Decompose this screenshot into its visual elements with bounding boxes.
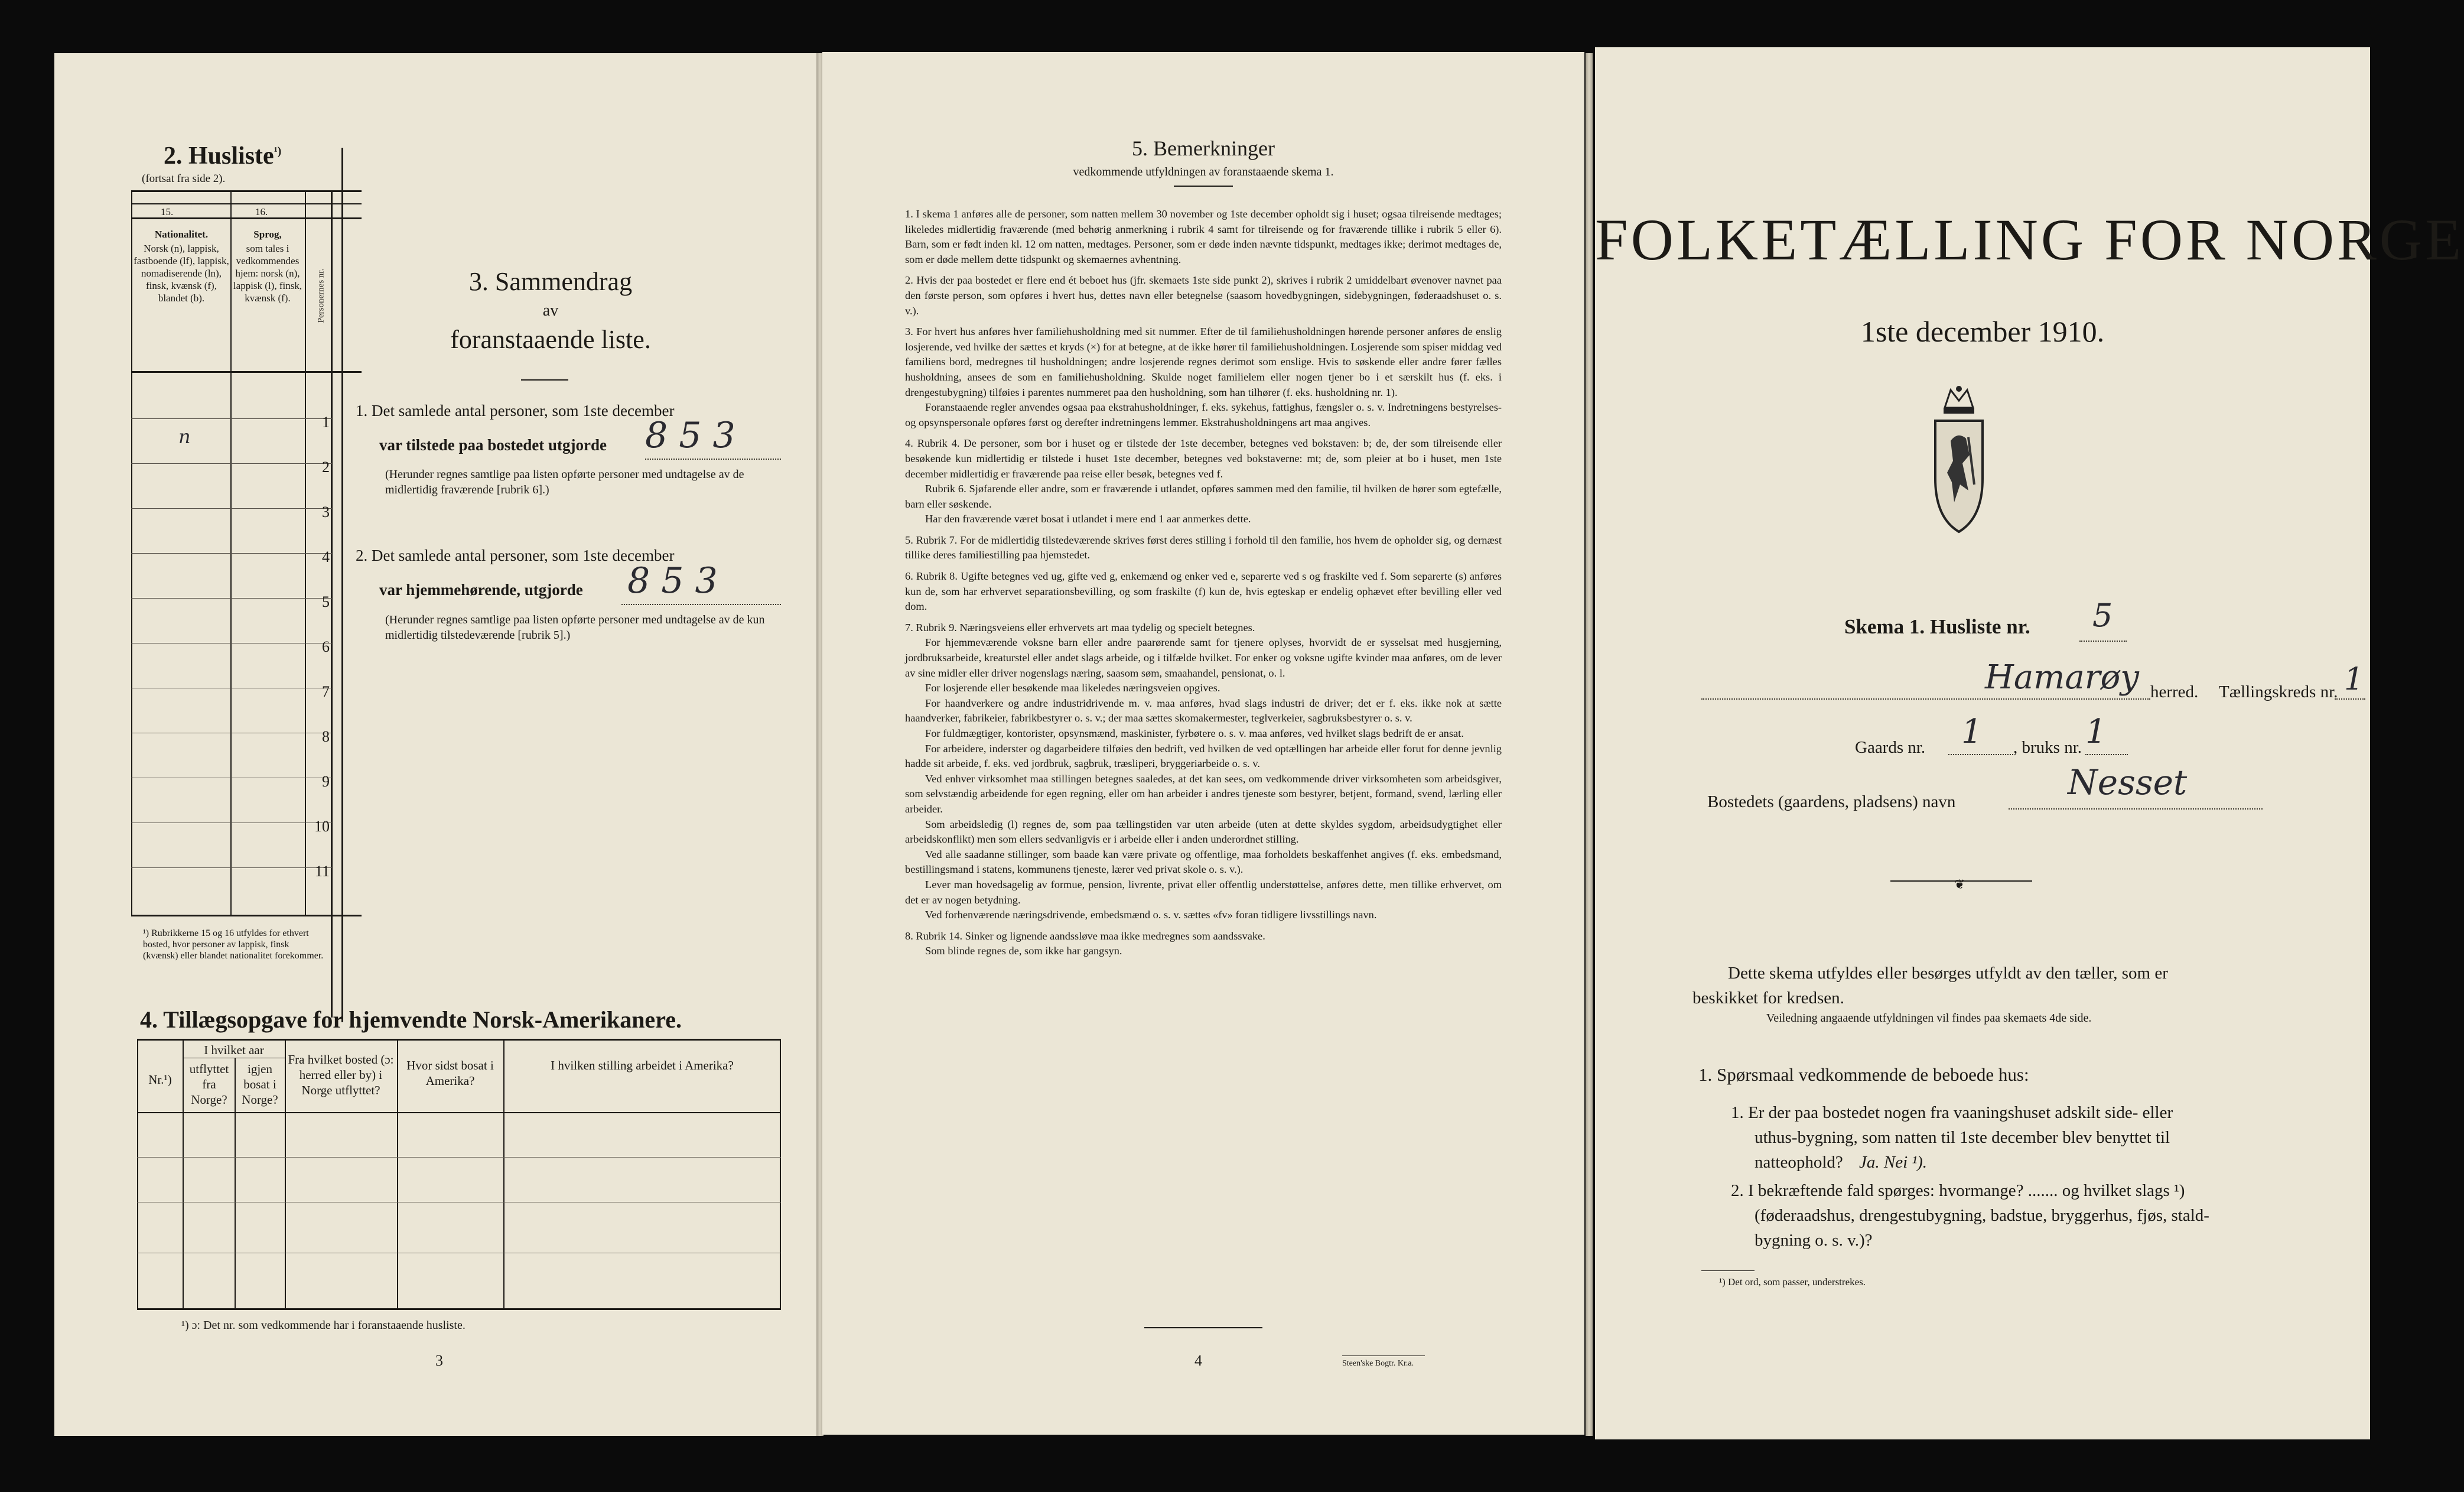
q1-options[interactable]: Ja. Nei ¹). — [1859, 1153, 1928, 1172]
paragraph: Foranstaaende regler anvendes ogsaa paa ekstrahusholdninger, f. eks. sykehus, fattighus, fængsler o. s. v. Indretningens bestyrelses- og opsynspersonale opføres først og derefter indretningens lemmer. Ekstrahusholdningens art maa angives. — [905, 401, 1502, 428]
instruction-text: Dette skema utfyldes eller besørges utfyldt av den tæller, som er beskikket for kredsen. — [1692, 964, 2168, 1007]
husliste-footnote: ¹) Rubrikkerne 15 og 16 utfyldes for ethvert bosted, hvor personer av lappisk, finsk (kvænsk) eller blandet nationalitet forekommer. — [143, 928, 324, 961]
sammendrag-title: 3. Sammendrag av foranstaaende liste. — [450, 267, 651, 354]
paragraph: For hjemmeværende voksne barn eller andre paarørende samt for tjenere oplyses, hvorvidt de er sysselsat med husgjerning, jordbruksarbeide, kreaturstel eller andet slags arbeide, og i tilfælde hvilket. For enker og voksne ugifte kvinder maa anføres, om de lever av sine midler eller driver nogenslags næring, saasom søm, smaahandel, pensionat, o. l. — [905, 636, 1502, 679]
paragraph: Ved forhenværende næringsdrivende, embedsmænd o. s. v. sættes «fv» foran tidligere livsstillings navn. — [925, 909, 1377, 921]
col15-head: Nationalitet. — [154, 229, 209, 240]
row-number: 1 — [322, 414, 330, 431]
row-number: 4 — [322, 548, 330, 565]
row-number: 2 — [322, 459, 330, 476]
page-middle — [822, 52, 1584, 1435]
sammendrag-item-2: 2. Det samlede antal personer, som 1ste december var hjemmehørende, utgjorde — [356, 547, 675, 599]
paragraph: Har den fraværende været bosat i utlandet i mere end 1 aar anmerkes dette. — [925, 513, 1251, 525]
instruction-small: Veiledning angaaende utfyldningen vil findes paa skemaets 4de side. — [1766, 1012, 2092, 1025]
row-number: 8 — [322, 728, 330, 745]
row-number: 5 — [322, 593, 330, 610]
col16-body: som tales i vedkommendes hjem: norsk (n), lappisk (l), finsk, kvænsk (f). — [233, 243, 302, 304]
kreds-value: 1 — [2344, 662, 2364, 697]
paragraph: 4. Rubrik 4. De personer, som bor i huset og er tilstede der 1ste december, betegnes ved bokstaven: b; de, der som tilreisende eller besøkende kun midlertidig er tilstede i huset 1ste december, betegnes ved bokstaverne: mt; de, som pleier at bo i huset, men 1ste december midlertidig er fraværende paa reise eller besøk, betegnes ved f. — [905, 437, 1502, 480]
paragraph: 5. Rubrik 7. For de midlertidig tilstedeværende skrives først deres stilling i forhold til den familie, hos hvem de opholder sig, og dernæst tillike deres familiestilling paa hjemstedet. — [905, 534, 1502, 561]
paragraph: Som arbeidsledig (l) regnes de, som paa tællingstiden var uten arbeide (uten at dette skyldes sygdom, arbeidsudygtighet eller arbeidskonflikt) men som ellers sedvanligvis er i arbeide eller i anden underordnet stilling. — [905, 818, 1502, 846]
handwritten-tilstede-count: 8 5 3 — [645, 415, 735, 456]
col-igjen-bosat: igjen bosat i Norge? — [242, 1062, 278, 1107]
husliste-nr-value: 5 — [2092, 597, 2113, 634]
row-number: 9 — [322, 773, 330, 790]
col-stilling: I hvilken stilling arbeidet i Amerika? — [551, 1058, 734, 1072]
gaard-value: 1 — [1961, 713, 1983, 751]
paragraph: Ved alle saadanne stillinger, som baade kan være private og offentlige, maa forholdets beskaffenhet angives (f. eks. embedsmand, bestillingsmand i statens, kommunens tjeneste, lærer ved privat skole o. s. v.). — [905, 848, 1502, 876]
husliste-subtitle: (fortsat fra side 2). — [142, 173, 226, 185]
kreds-label: Tællingskreds nr. — [2219, 682, 2338, 701]
paragraph: For losjerende eller besøkende maa likeledes næringsveien opgives. — [925, 682, 1220, 694]
handwritten-hjemmehorende-count: 8 5 3 — [627, 560, 718, 602]
col15-number: 15. — [161, 206, 174, 217]
handwritten-nationality-n: n — [178, 425, 191, 448]
sammendrag-item-1: 1. Det samlede antal personer, som 1ste december var tilstede paa bostedet utgjorde — [356, 402, 675, 454]
gaard-label: Gaards nr. — [1855, 738, 1926, 757]
paragraph: 3. For hvert hus anføres hver familiehusholdning med sit nummer. Efter de til familiehusholdningen hørende personer anføres de enslig losjerende, ved hvilke der sættes et kryds (×) for at betegne, at de ikke hører til familiehusholdningen. Losjerende som spiser middag ved familiens bord, medregnes til husholdningen; andre losjerende regnes derimot som enslige. Hvis to søskende eller andre fører fælles husholdning, ansees de som en familiehusholdning. Skulde noget familielem eller nogen tjener bo i et særskilt hus (f. eks. i drengestubygning) tilføies i parentes nummeret paa den husholdning, som han tilhører (f. eks. husholdning nr. 1). — [905, 326, 1502, 398]
bemerkninger-title: 5. Bemerkninger — [1132, 136, 1275, 160]
bosted-value: Nesset — [2068, 762, 2188, 802]
col15-body: Norsk (n), lappisk, fastboende (lf), lappisk, nomadiserende (ln), finsk, kvænsk (f), blandet (b). — [134, 243, 229, 304]
printer-imprint: Steen'ske Bogtr. Kr.a. — [1342, 1359, 1414, 1368]
col-sidst-bosat: Hvor sidst bosat i Amerika? — [406, 1058, 494, 1088]
page-number-3: 3 — [435, 1352, 443, 1369]
skema-label: Skema 1. Husliste nr. — [1844, 615, 2030, 638]
question-1: 1. Er der paa bostedet nogen fra vaaningshuset adskilt side- eller uthus-bygning, som natten til 1ste december blev benyttet til natteophold? Ja. Nei ¹). — [1731, 1103, 2173, 1172]
row-number: 11 — [314, 863, 330, 880]
ornament-icon: ❦ — [1954, 877, 1965, 892]
sammendrag-note-1: (Herunder regnes samtlige paa listen opførte personer med undtagelse av de midlertidig fraværende [rubrik 6].) — [385, 468, 744, 496]
page-number-4: 4 — [1194, 1352, 1202, 1369]
paragraph: Lever man hovedsagelig av formue, pension, livrente, privat eller offentlig understøttelse, anføres dette, men tillike erhvervet, om det er av nogen betydning. — [905, 878, 1502, 906]
row-number: 3 — [322, 503, 330, 521]
paragraph: 2. Hvis der paa bostedet er flere end ét beboet hus (jfr. skemaets 1ste side punkt 2), skrives i rubrik 2 umiddelbart øvenover navnet paa den første person, som opføres i hvert hus, dettes navn eller betegnelse (saasom hovedbygningen, sidebygningen, føderaadshuset o. s. v.). — [905, 274, 1502, 317]
paragraph: 1. I skema 1 anføres alle de personer, som natten mellem 30 november og 1ste december opholdt sig i huset; ogsaa tilreisende medtages; likeledes midlertidig fraværende (med behørig anmerkning i rubrik 4 samt for tilreisende og for fraværende tillike i rubrik 5 eller 6). Barn, som er født inden kl. 12 om natten, medtages. Personer, som er døde inden nævnte tidspunkt, medtages ikke; derimot medtages de, som er døde mellem dette tidspunkt og skemaernes avhentning. — [905, 208, 1502, 265]
bruk-label: , bruks nr. — [2013, 738, 2082, 757]
tillaeg-title: 4. Tillægsopgave for hjemvendte Norsk-Amerikanere. — [140, 1006, 682, 1033]
paragraph: 6. Rubrik 8. Ugifte betegnes ved ug, gifte ved g, enkemænd og enker ved e, separerte ved s og fraskilte ved f. Som separerte (s) anføres kun de, som har erhvervet separationsbevilling, og som fraskilte (f) kun de, hvis egteskap er endelig ophævet efter bevilling eller ved dom. — [905, 570, 1502, 613]
col-utflyttet: utflyttet fra Norge? — [189, 1062, 229, 1107]
husliste-title: 2. Husliste$^{^1)}$ — [164, 142, 282, 170]
bemerkninger-subtitle: vedkommende utfyldningen av foranstaaende skema 1. — [1073, 165, 1334, 178]
bemerkninger-text — [905, 207, 1502, 959]
col16-number: 16. — [255, 206, 268, 217]
coat-of-arms-icon — [1927, 384, 1991, 537]
question-heading: 1. Spørsmaal vedkommende de beboede hus: — [1698, 1064, 2029, 1085]
sammendrag-note-2: (Herunder regnes samtlige paa listen opførte personer med undtagelse av de kun midlertidig tilstedeværende [rubrik 5].) — [385, 613, 765, 642]
census-title: FOLKETÆLLING FOR NORGE — [1595, 207, 2464, 272]
row-number: 10 — [314, 818, 330, 835]
col-nr: Nr.¹) — [148, 1072, 172, 1087]
bruk-value: 1 — [2085, 713, 2107, 751]
page-left — [54, 53, 816, 1436]
paragraph: For fuldmægtiger, kontorister, opsynsmænd, maskinister, fyrbøtere o. s. v. maa anføres, ved hvilket slags bedrift de er ansat. — [925, 727, 1464, 739]
row-number: 6 — [322, 638, 330, 655]
herred-label: herred. — [2150, 682, 2199, 701]
col-personer-nr: Personernes nr. — [316, 268, 326, 323]
col-bosted: Fra hvilket bosted (ɔ: herred eller by) i Norge utflyttet? — [288, 1052, 394, 1097]
census-date: 1ste december 1910. — [1860, 315, 2105, 348]
paragraph: For haandverkere og andre industridrivende m. v. maa anføres, hvad slags industri de driver; det er f. eks. ikke nok at sætte haandverker, fabrikeier, fabrikbestyrer o. s. v.; der maa sættes skomakermester, teglverkeier, sagbruksbestyrer o. s. v. — [905, 697, 1502, 724]
paragraph: Som blinde regnes de, som ikke har gangsyn. — [925, 945, 1122, 957]
paragraph: For arbeidere, inderster og dagarbeidere tilføies den bedrift, ved hvilken de ved optællingen har arbeide eller forut for denne jevnlig hadde sit arbeide, f. eks. ved jordbruk, sagbruk, træsliperi, bryggeriarbeide o. s. v. — [905, 742, 1502, 770]
herred-value: Hamarøy — [1985, 658, 2139, 697]
paragraph: Ved enhver virksomhet maa stillingen betegnes saaledes, at det kan sees, om vedkommende driver virksomheten som arbeidsgiver, som selvstændig arbeidende for egen regning, eller om han arbeider i andres tjeneste som bestyrer, betjent, formand, svend, lærling eller arbeider. — [905, 772, 1502, 815]
paragraph: Rubrik 6. Sjøfarende eller andre, som er fraværende i utlandet, opføres sammen med den familie, til hvilken de hører som egtefælle, barn eller søskende. — [905, 483, 1502, 510]
paragraph: 8. Rubrik 14. Sinker og lignende aandssløve maa ikke medregnes som aandssvake. — [905, 929, 1265, 942]
tillaeg-footnote: ¹) ɔ: Det nr. som vedkommende har i foranstaaende husliste. — [181, 1319, 466, 1332]
paragraph: 7. Rubrik 9. Næringsveiens eller erhvervets art maa tydelig og specielt betegnes. — [905, 621, 1255, 633]
page3-footnote: ¹) Det ord, som passer, understrekes. — [1719, 1276, 1866, 1288]
col16-head: Sprog, — [253, 229, 282, 240]
row-number: 7 — [322, 683, 330, 700]
col-hvilket-aar: I hvilket aar — [204, 1043, 264, 1057]
page-right — [1595, 47, 2464, 1439]
bosted-label: Bostedets (gaardens, pladsens) navn — [1707, 792, 1956, 811]
question-2: 2. I bekræftende fald spørges: hvormange? ....... og hvilket slags ¹) (føderaadshus, drengestubygning, badstue, bryggerhus, fjøs, stald- bygning o. s. v.)? — [1731, 1181, 2209, 1250]
page-fold — [1586, 53, 1593, 1436]
